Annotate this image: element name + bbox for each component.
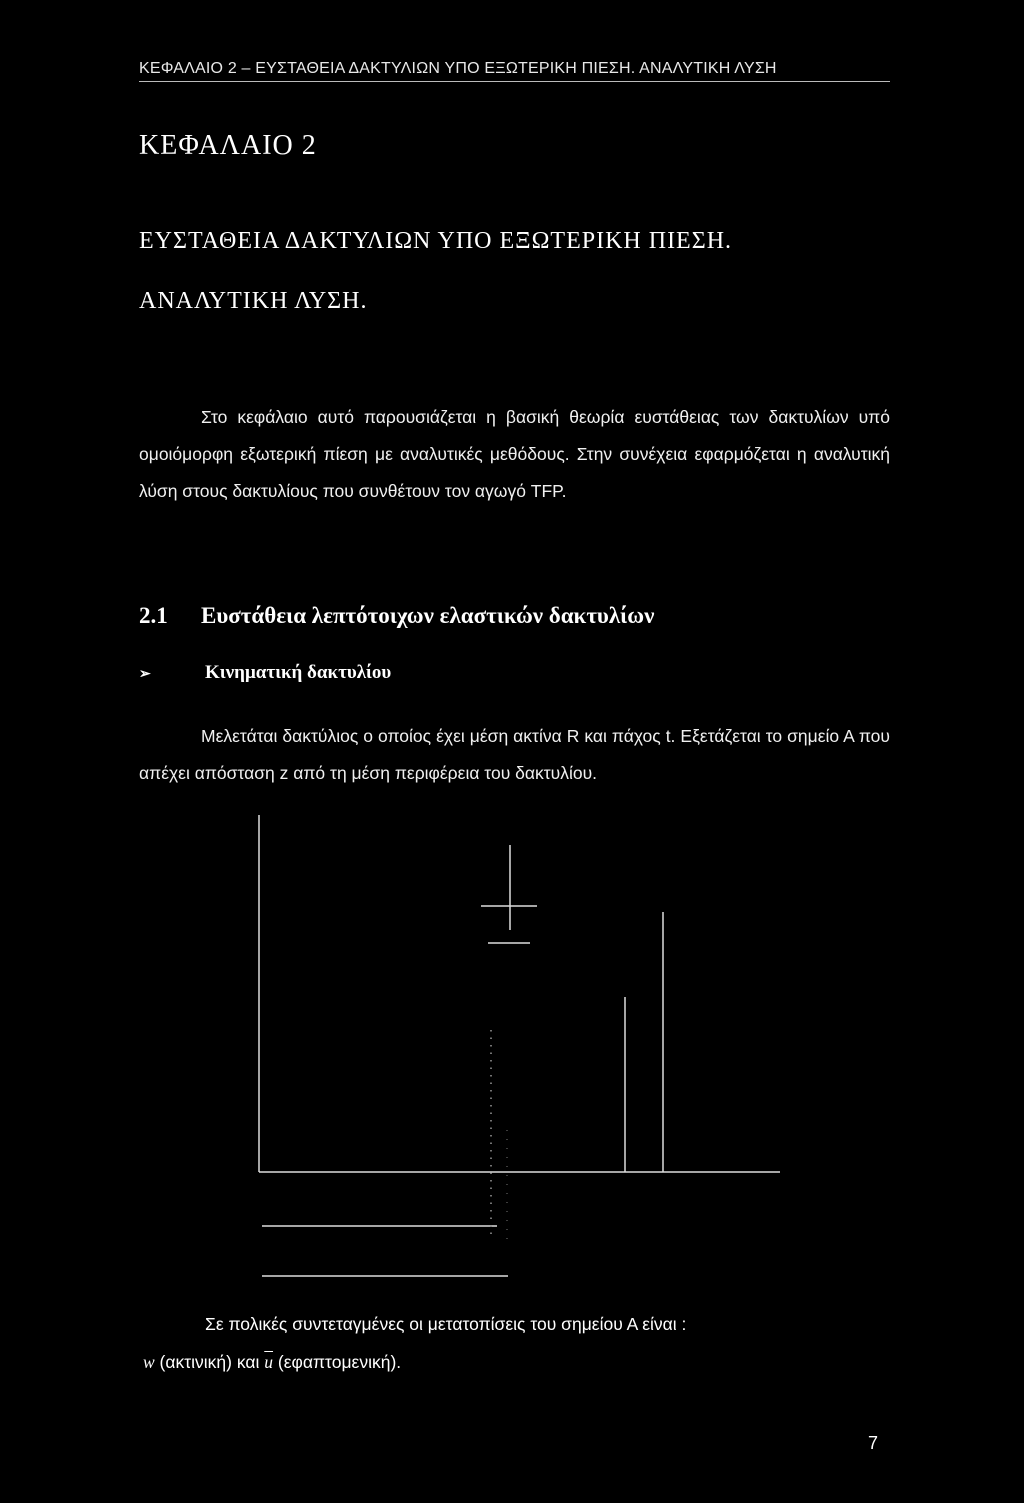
body-text: Μελετάται δακτύλιος ο οποίος έχει μέση ακτίνα R και πάχος t. Εξετάζεται το σημείο Α που απέχει απόσταση z από τη μέση περιφέρεια του δακτυλίου. bbox=[139, 726, 890, 783]
radial-label: (ακτινική) και bbox=[154, 1352, 265, 1372]
symbol-w: w bbox=[143, 1352, 155, 1372]
body-paragraph bbox=[139, 718, 890, 792]
chapter-title-line2: ΑΝΑΛΥΤΙΚΗ ΛΥΣΗ. bbox=[139, 288, 368, 314]
subsection-heading bbox=[139, 662, 391, 684]
chapter-label: ΚΕΦΑΛΑΙΟ 2 bbox=[139, 130, 317, 161]
subsection-title: Κινηματική δακτυλίου bbox=[205, 662, 392, 683]
intro-paragraph bbox=[139, 399, 890, 510]
chapter-title-line1: ΕΥΣΤΑΘΕΙΑ ΔΑΚΤΥΛΙΩΝ ΥΠΟ ΕΞΩΤΕΡΙΚΗ ΠΙΕΣΗ. bbox=[139, 228, 733, 254]
section-number: 2.1 bbox=[139, 603, 168, 628]
section-heading bbox=[139, 603, 654, 629]
intro-text: Στο κεφάλαιο αυτό παρουσιάζεται η βασική θεωρία ευστάθειας των δακτυλίων υπό ομοιόμορφη εξωτερική πίεση με αναλυτικές μεθόδους. Στην συνέχεια εφαρμόζεται η αναλυτική λύση στους δακτυλίους που συνθέτουν τον αγωγό TFP. bbox=[139, 407, 890, 501]
page-number: 7 bbox=[868, 1433, 879, 1453]
running-header: ΚΕΦΑΛΑΙΟ 2 – ΕΥΣΤΑΘΕΙΑ ΔΑΚΤΥΛΙΩΝ ΥΠΟ ΕΞΩΤΕΡΙΚΗ ΠΙΕΣΗ. ΑΝΑΛΥΤΙΚΗ ΛΥΣΗ bbox=[139, 60, 777, 77]
polar-coordinates-line: Σε πολικές συντεταγμένες οι μετατοπίσεις του σημείου Α είναι : bbox=[205, 1314, 687, 1334]
section-title: Ευστάθεια λεπτότοιχων ελαστικών δακτυλίων bbox=[201, 603, 655, 628]
tangential-label: (εφαπτομενική). bbox=[273, 1352, 402, 1372]
bullet-arrow-icon: ➢ bbox=[139, 667, 151, 682]
header-rule bbox=[139, 81, 890, 82]
symbol-u-bar: $\overline{u}$ bbox=[264, 1352, 274, 1372]
displacement-definitions bbox=[143, 1352, 401, 1373]
